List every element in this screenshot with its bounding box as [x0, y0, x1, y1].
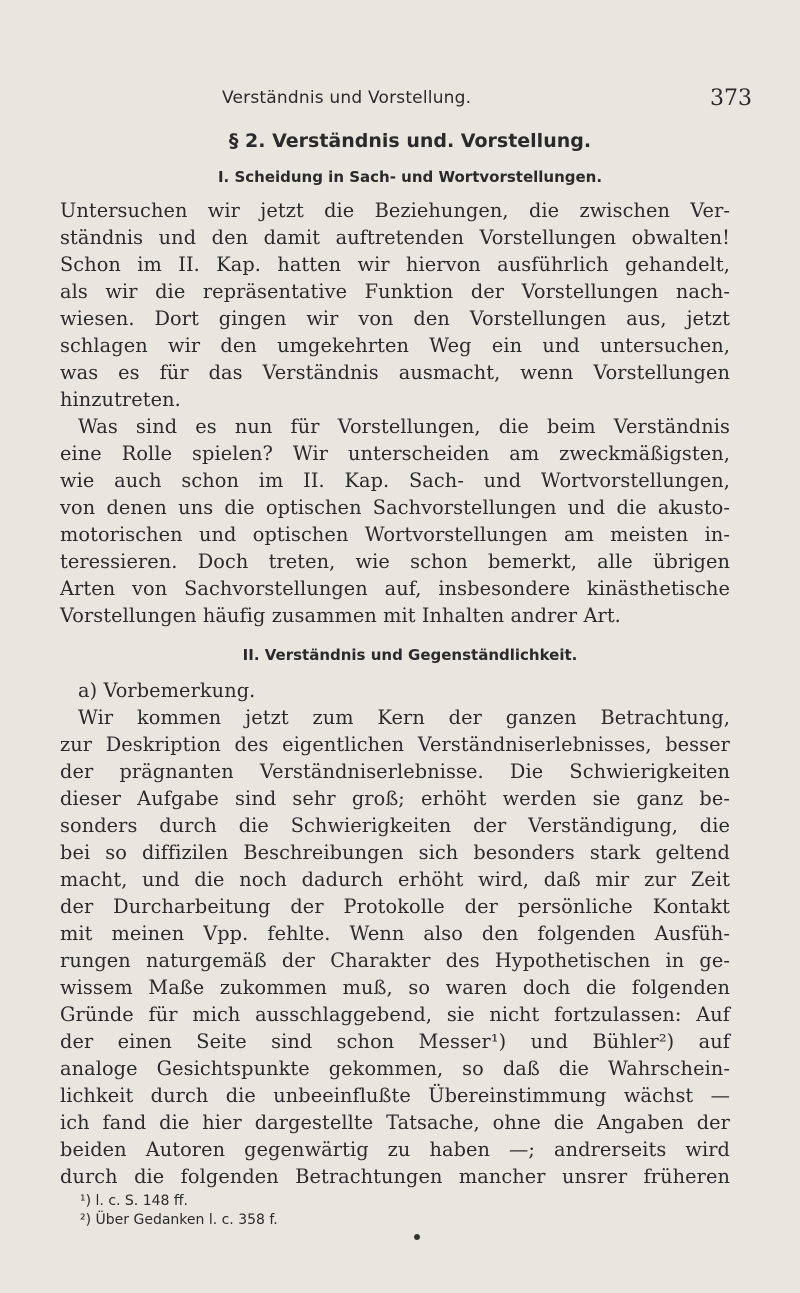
paragraph-3-line: der Durcharbeitung der Protokolle der persönliche Kontakt [60, 895, 730, 918]
paragraph-2-line: teressieren. Doch treten, wie schon bemerkt, alle übrigen [60, 550, 730, 573]
paragraph-3-line: rungen naturgemäß der Charakter des Hypothetischen in ge- [60, 949, 730, 972]
paragraph-2-line: Arten von Sachvorstellungen auf, insbesondere kinästhetische [60, 577, 730, 600]
paragraph-3-line: zur Deskription des eigentlichen Verständniserlebnisses, besser [60, 733, 730, 756]
paragraph-3-line: analoge Gesichtspunkte gekommen, so daß die Wahrschein- [60, 1057, 730, 1080]
footnote-2: ²) Über Gedanken l. c. 358 f. [80, 1212, 278, 1228]
paragraph-1-line: ständnis und den damit auftretenden Vorstellungen obwalten! [60, 226, 730, 249]
paragraph-2-line: motorischen und optischen Wortvorstellungen am meisten in- [60, 523, 730, 546]
paragraph-3-line: macht, und die noch dadurch erhöht wird, daß mir zur Zeit [60, 868, 730, 891]
subsection-title-2: II. Verständnis und Gegenständlichkeit. [242, 646, 578, 664]
paragraph-1-line: schlagen wir den umgekehrten Weg ein und untersuchen, [60, 334, 730, 357]
paragraph-2-line: eine Rolle spielen? Wir unterscheiden am zweckmäßigsten, [60, 442, 730, 465]
paragraph-3-line: bei so diffizilen Beschreibungen sich besonders stark geltend [60, 841, 730, 864]
paragraph-1-line: Schon im II. Kap. hatten wir hiervon ausführlich gehandelt, [60, 253, 730, 276]
paragraph-3-line: Wir kommen jetzt zum Kern der ganzen Betrachtung, [78, 706, 730, 729]
paragraph-3-line: durch die folgenden Betrachtungen mancher unsrer früheren [60, 1165, 730, 1188]
subsection-title-1: I. Scheidung in Sach- und Wortvorstellungen. [217, 168, 603, 186]
paragraph-3-heading: a) Vorbemerkung. [78, 679, 256, 702]
paragraph-1-line: Untersuchen wir jetzt die Beziehungen, die zwischen Ver- [60, 199, 730, 222]
paragraph-3-line: Gründe für mich ausschlaggebend, sie nicht fortzulassen: Auf [60, 1003, 730, 1026]
ink-spot [414, 1234, 420, 1240]
paragraph-1-line: hinzutreten. [60, 388, 181, 411]
paragraph-2-line: wie auch schon im II. Kap. Sach- und Wortvorstellungen, [60, 469, 730, 492]
running-head [0, 88, 800, 118]
footnote-1: ¹) l. c. S. 148 ff. [80, 1193, 188, 1209]
running-head-title: Verständnis und Vorstellung. [222, 88, 472, 108]
page-number: 373 [710, 86, 752, 111]
paragraph-1-line: als wir die repräsentative Funktion der Vorstellungen nach- [60, 280, 730, 303]
paragraph-1-line: wiesen. Dort gingen wir von den Vorstellungen aus, jetzt [60, 307, 730, 330]
paragraph-3-line: der prägnanten Verständniserlebnisse. Die Schwierigkeiten [60, 760, 730, 783]
paragraph-2-line: von denen uns die optischen Sachvorstellungen und die akusto- [60, 496, 730, 519]
paragraph-2-line: Was sind es nun für Vorstellungen, die beim Verständnis [78, 415, 730, 438]
section-title: § 2. Verständnis und. Vorstellung. [228, 130, 592, 152]
paragraph-3-line: sonders durch die Schwierigkeiten der Verständigung, die [60, 814, 730, 837]
paragraph-1-line: was es für das Verständnis ausmacht, wenn Vorstellungen [60, 361, 730, 384]
paragraph-2-line: Vorstellungen häufig zusammen mit Inhalten andrer Art. [60, 604, 621, 627]
paragraph-3-line: dieser Aufgabe sind sehr groß; erhöht werden sie ganz be- [60, 787, 730, 810]
paragraph-3-line: der einen Seite sind schon Messer¹) und Bühler²) auf [60, 1030, 730, 1053]
paragraph-3-line: mit meinen Vpp. fehlte. Wenn also den folgenden Ausfüh- [60, 922, 730, 945]
paragraph-3-line: ich fand die hier dargestellte Tatsache, ohne die Angaben der [60, 1111, 730, 1134]
paragraph-3-line: beiden Autoren gegenwärtig zu haben —; andrerseits wird [60, 1138, 730, 1161]
paragraph-3-line: lichkeit durch die unbeeinflußte Übereinstimmung wächst — [60, 1084, 730, 1107]
paragraph-3-line: wissem Maße zukommen muß, so waren doch die folgenden [60, 976, 730, 999]
